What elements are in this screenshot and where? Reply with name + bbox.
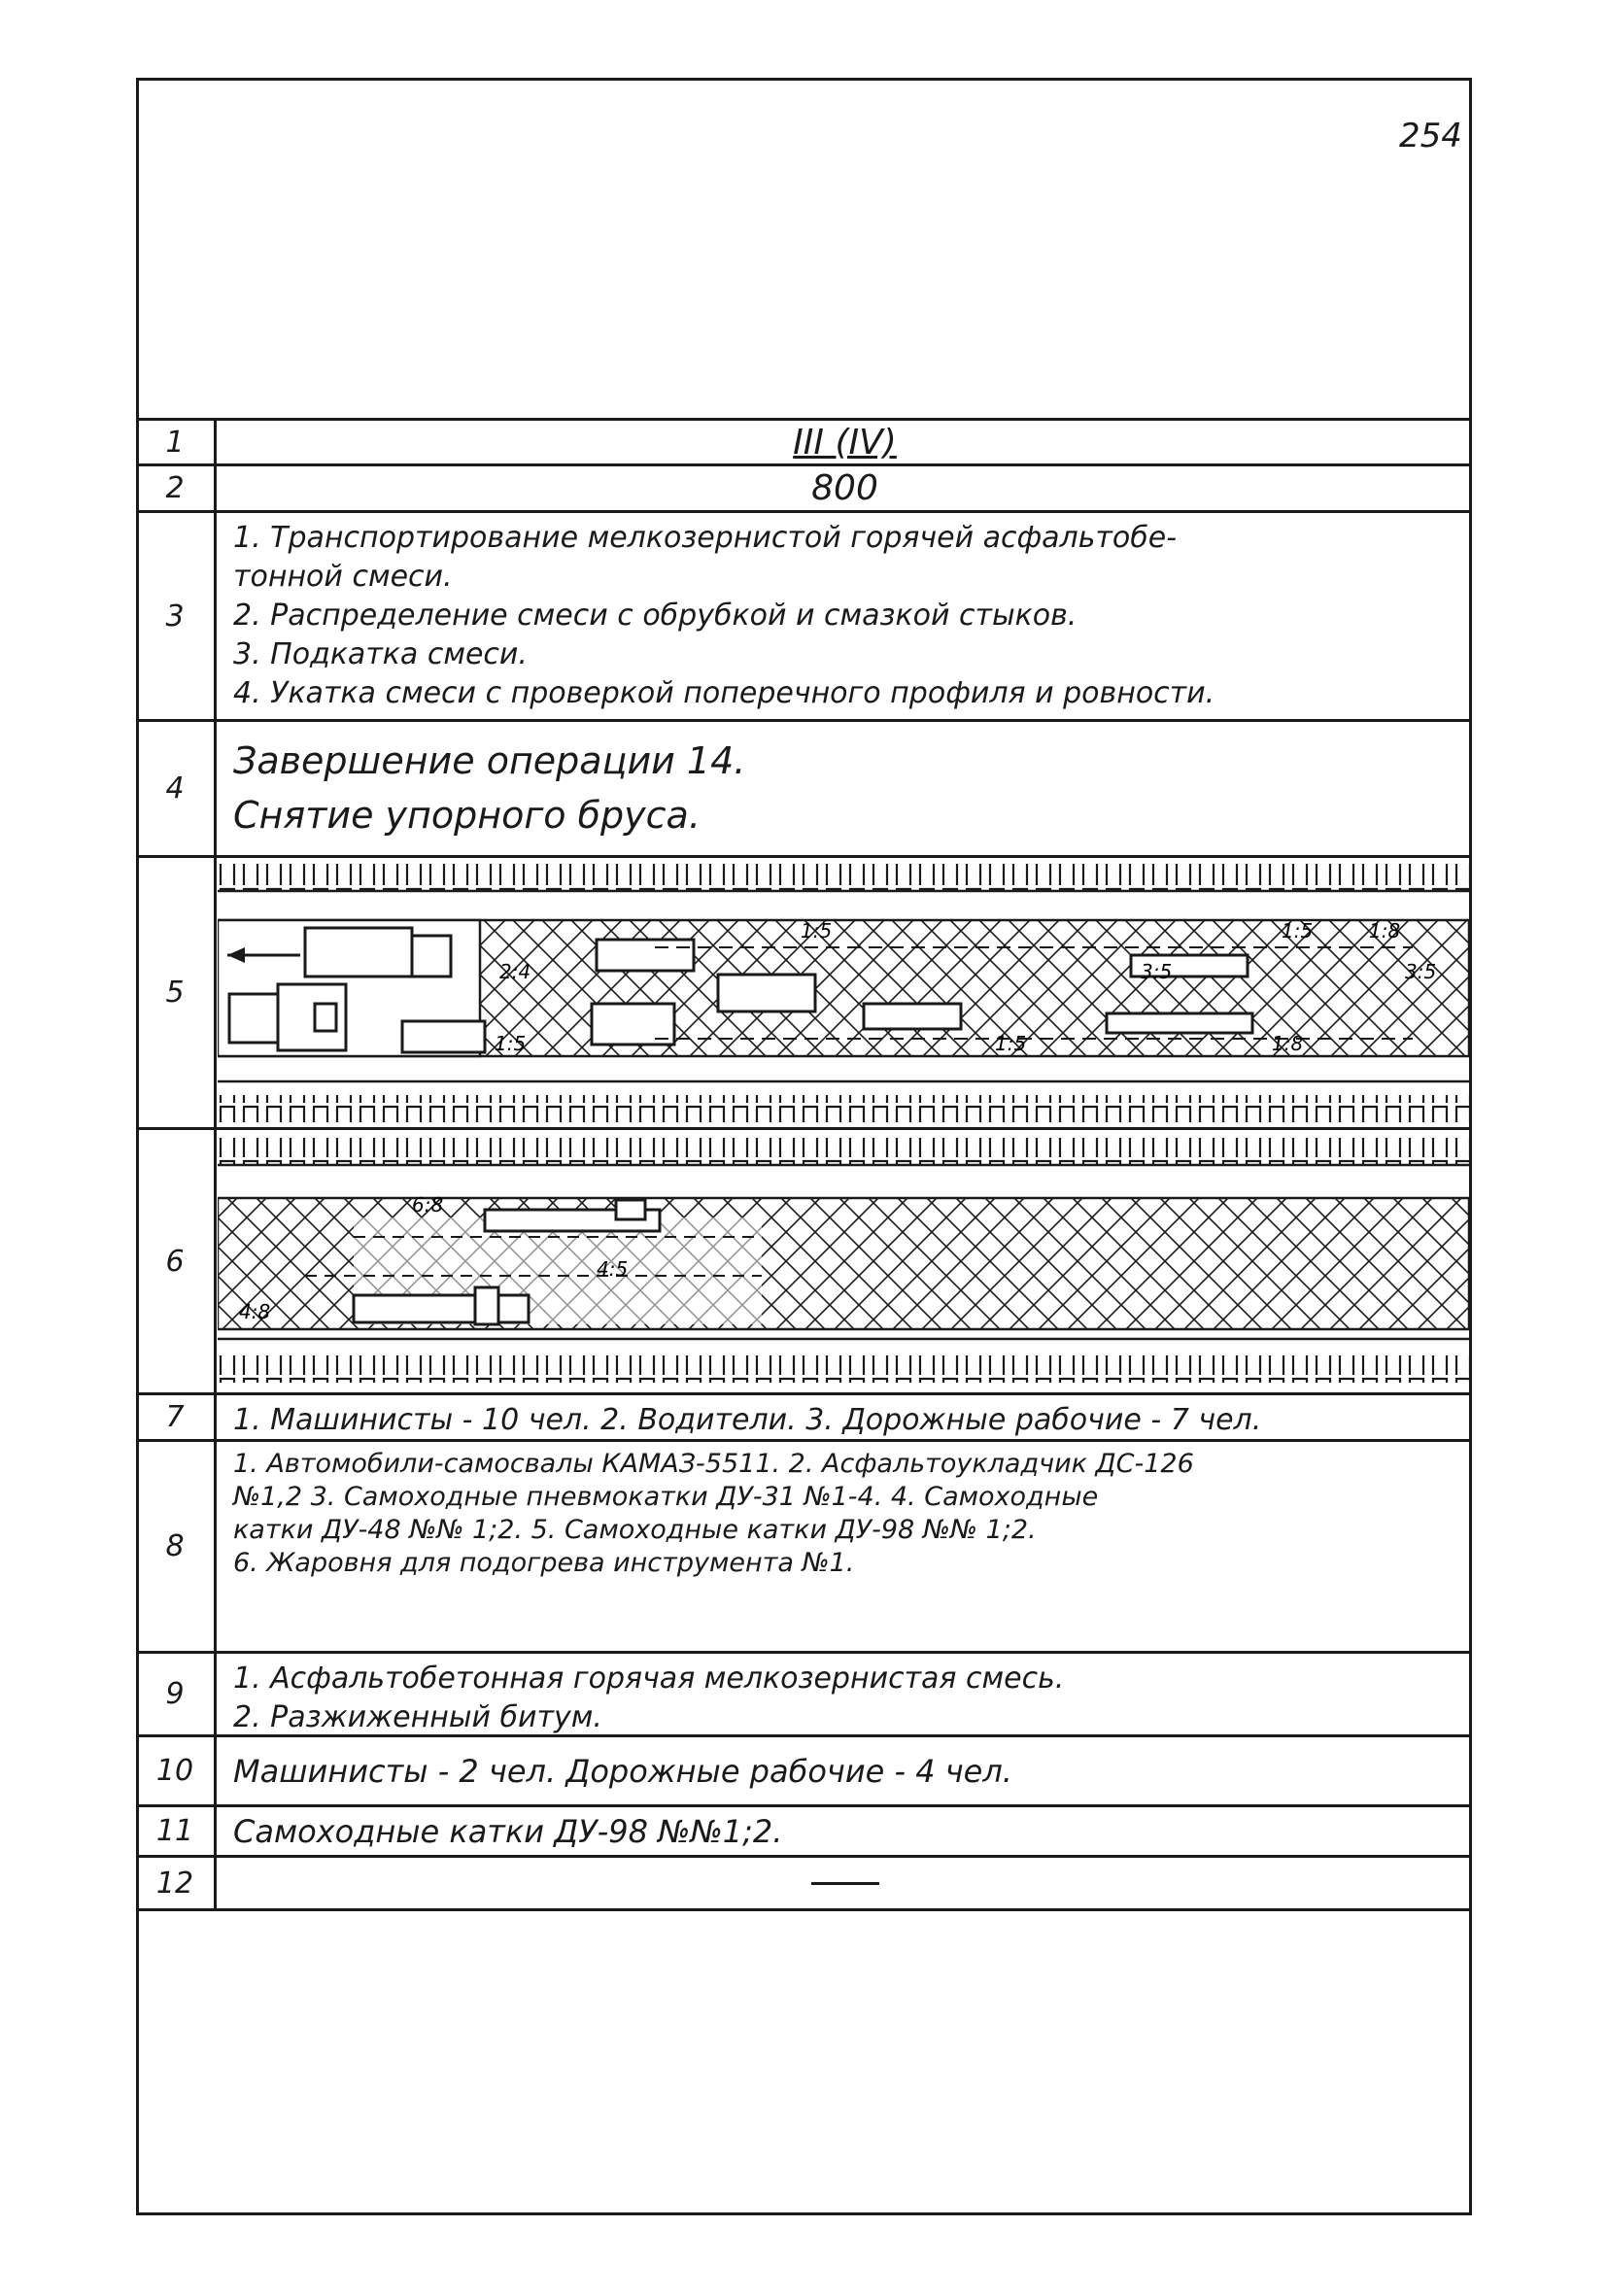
text-line: 4. Укатка смеси с проверкой поперечного профиля и ровности.	[233, 676, 1215, 710]
dash-line	[811, 1882, 879, 1885]
row-number: 12	[136, 1858, 217, 1908]
scheme-number: III (IV)	[793, 422, 897, 463]
table-row	[136, 1439, 1472, 1651]
row-number: 10	[136, 1737, 217, 1804]
table-row	[136, 1392, 1472, 1439]
text-line: 3. Подкатка смеси.	[233, 637, 528, 671]
text-line: Снятие упорного бруса.	[233, 794, 701, 837]
workers-list: 1. Машинисты - 10 чел. 2. Водители. 3. Дорожные рабочие - 7 чел.	[233, 1403, 1262, 1437]
row-number: 7	[136, 1395, 217, 1439]
table-row	[136, 1855, 1472, 1911]
operations-list	[218, 513, 1472, 719]
text-line: 1. Транспортирование мелкозернистой горячей асфальтобе-	[233, 521, 1178, 555]
curb-bottom	[218, 1095, 1469, 1122]
table-row	[136, 719, 1472, 855]
asphalt-paver-icon	[229, 984, 346, 1050]
curb-bottom	[218, 1355, 1469, 1383]
row-number: 6	[136, 1130, 217, 1392]
table-row	[136, 510, 1472, 719]
scheme-label: 1:5	[801, 919, 833, 942]
row-number: 11	[136, 1807, 217, 1855]
scheme-label: 2:4	[499, 960, 531, 983]
scheme-label: 1:5	[495, 1032, 527, 1055]
roller-icon	[402, 1021, 485, 1052]
table-row	[136, 1734, 1472, 1804]
table-row	[136, 855, 1472, 1127]
table-row	[136, 1127, 1472, 1392]
table-row	[136, 1804, 1472, 1855]
paving-scheme-diagram	[218, 1130, 1469, 1392]
table-row	[136, 418, 1472, 463]
scheme-label: 1:8	[1369, 919, 1401, 942]
text-line: 1. Асфальтобетонная горячая мелкозернистая смесь.	[233, 1662, 1065, 1696]
row-number: 5	[136, 858, 217, 1127]
scheme-label: 1:5	[1282, 919, 1314, 942]
curb-top	[218, 864, 1469, 891]
row-number: 2	[136, 466, 217, 510]
row-number: 8	[136, 1442, 217, 1651]
materials-list	[218, 1654, 1472, 1734]
text-line: Завершение операции 14.	[233, 739, 746, 782]
scheme-label: 1:8	[1272, 1032, 1304, 1055]
text-line: 1. Автомобили-самосвалы КАМАЗ-5511. 2. Асфальтоукладчик ДС-126	[233, 1449, 1194, 1479]
scheme-label: 4:5	[597, 1257, 629, 1281]
crew-note: Машинисты - 2 чел. Дорожные рабочие - 4 чел.	[233, 1752, 1012, 1790]
text-line: №1,2 3. Самоходные пневмокатки ДУ-31 №1-4. 4. Самоходные	[233, 1482, 1099, 1512]
scheme-label: 6:8	[412, 1193, 444, 1217]
text-line: тонной смеси.	[233, 560, 453, 594]
scheme-label: 4:8	[239, 1300, 271, 1323]
completion-note	[218, 722, 1472, 855]
scheme-label: 3:5	[1141, 960, 1173, 983]
paving-scheme-diagram	[218, 858, 1469, 1127]
row-number: 3	[136, 513, 217, 719]
section-length: 800	[811, 468, 878, 508]
empty-cell	[218, 1858, 1472, 1908]
scheme-label: 3:5	[1405, 960, 1437, 983]
text-line: 6. Жаровня для подогрева инструмента №1.	[233, 1548, 855, 1578]
machinery-list	[218, 1442, 1472, 1651]
table-row	[136, 1651, 1472, 1734]
page-number: 254	[1399, 117, 1462, 155]
text-line: 2. Разжиженный битум.	[233, 1700, 602, 1734]
table-row	[136, 463, 1472, 510]
roller-note: Самоходные катки ДУ-98 №№1;2.	[233, 1812, 783, 1850]
text-line: 2. Распределение смеси с обрубкой и смазкой стыков.	[233, 599, 1078, 633]
row-number: 4	[136, 722, 217, 855]
dump-truck-icon	[305, 928, 451, 977]
text-line: катки ДУ-48 №№ 1;2. 5. Самоходные катки ДУ-98 №№ 1;2.	[233, 1515, 1037, 1545]
row-number: 1	[136, 421, 217, 463]
curb-top	[218, 1138, 1469, 1165]
scheme-label: 1:5	[995, 1032, 1027, 1055]
row-number: 9	[136, 1654, 217, 1734]
